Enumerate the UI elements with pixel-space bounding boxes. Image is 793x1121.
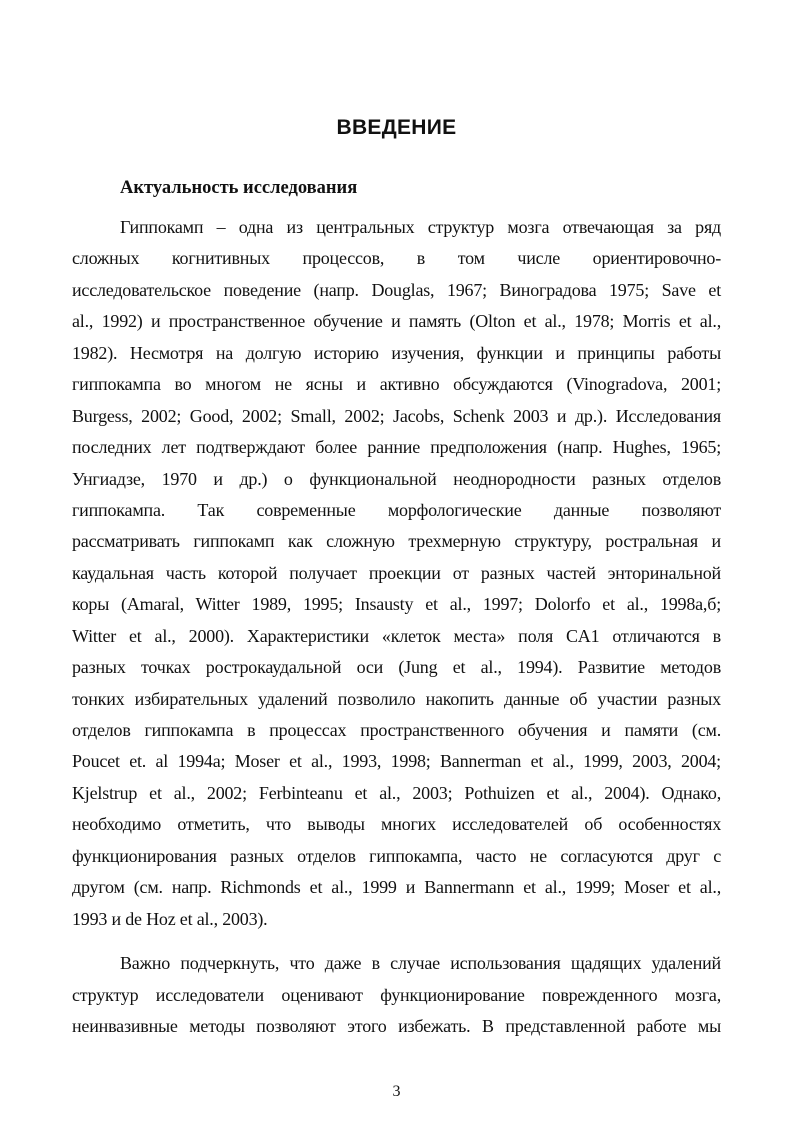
text-line: коры (Amaral, Witter 1989, 1995; Insausty et al., 1997; Dolorfo et al., 1998а,б; xyxy=(72,594,721,615)
body-text xyxy=(72,214,721,1044)
page-title: ВВЕДЕНИЕ xyxy=(336,116,457,139)
text-line: сложных когнитивных процессов, в том числе ориентировочно- xyxy=(72,248,721,269)
text-line: Burgess, 2002; Good, 2002; Small, 2002; Jacobs, Schenk 2003 и др.). Исследования xyxy=(72,405,721,426)
text-line: гиппокампа во многом не ясны и активно обсуждаются (Vinogradova, 2001; xyxy=(72,374,721,395)
paragraph xyxy=(72,950,721,1044)
text-line: 1982). Несмотря на долгую историю изучения, функции и принципы работы xyxy=(72,342,721,363)
text-line: необходимо отметить, что выводы многих исследователей об особенностях xyxy=(72,814,721,835)
page-number: 3 xyxy=(392,1083,401,1100)
text-line: отделов гиппокампа в процессах пространственного обучения и памяти (см. xyxy=(72,720,721,740)
text-line: функционирования разных отделов гиппокампа, часто не согласуются друг с xyxy=(72,845,721,866)
text-line: разных точках рострокаудальной оси (Jung et al., 1994). Развитие методов xyxy=(72,657,721,678)
paragraph xyxy=(72,214,721,937)
text-line: тонких избирательных удалений позволило накопить данные об участии разных xyxy=(72,688,721,709)
text-line: каудальная часть которой получает проекции от разных частей энторинальной xyxy=(72,562,721,583)
text-line: Witter et al., 2000). Характеристики «клеток места» поля CA1 отличаются в xyxy=(72,625,721,646)
text-line: Унгиадзе, 1970 и др.) о функциональной неоднородности разных отделов xyxy=(72,468,721,489)
text-line: исследовательское поведение (напр. Douglas, 1967; Виноградова 1975; Save et xyxy=(72,279,721,300)
section-heading: Актуальность исследования xyxy=(120,178,358,198)
text-line: другом (см. напр. Richmonds et al., 1999 и Bannermann et al., 1999; Moser et al., xyxy=(72,877,721,898)
text-line: Гиппокамп – одна из центральных структур мозга отвечающая за ряд xyxy=(120,217,721,237)
text-line: неинвазивные методы позволяют этого избежать. В представленной работе мы xyxy=(72,1015,721,1036)
text-line: рассматривать гиппокамп как сложную трехмерную структуру, ростральная и xyxy=(72,531,721,552)
text-line: Kjelstrup et al., 2002; Ferbinteanu et al., 2003; Pothuizen et al., 2004). Однако, xyxy=(72,782,721,803)
text-line: последних лет подтверждают более ранние предположения (напр. Hughes, 1965; xyxy=(72,437,721,458)
text-line: гиппокампа. Так современные морфологические данные позволяют xyxy=(72,499,721,520)
text-line: Poucet et. al 1994a; Moser et al., 1993, 1998; Bannerman et al., 1999, 2003, 2004; xyxy=(72,751,721,772)
text-line: al., 1992) и пространственное обучение и память (Olton et al., 1978; Morris et al., xyxy=(72,311,721,332)
text-line: 1993 и de Hoz et al., 2003). xyxy=(72,908,268,929)
text-line: структур исследователи оценивают функционирование поврежденного мозга, xyxy=(72,984,721,1005)
text-line: Важно подчеркнуть, что даже в случае использования щадящих удалений xyxy=(120,953,721,974)
